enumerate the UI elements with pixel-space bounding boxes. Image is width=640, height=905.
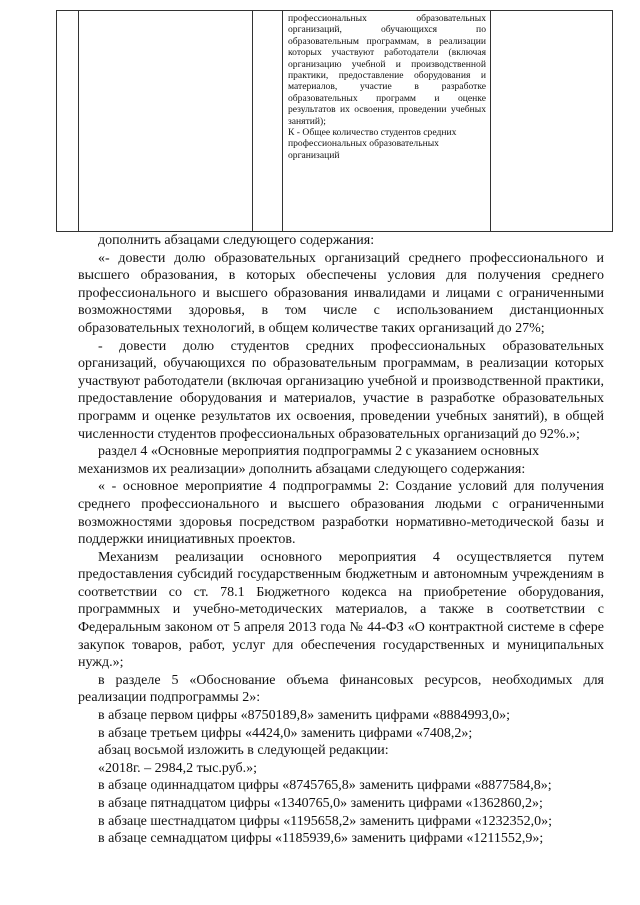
table-cell-number	[57, 11, 79, 232]
paragraph: в абзаце третьем цифры «4424,0» заменить цифрами «7408,2»;	[98, 725, 473, 741]
document-body	[78, 232, 604, 848]
paragraph: « - основное мероприятие 4 подпрограммы 2: Создание условий для получения среднего профессионального и высшего образования людьми с ограниченными возможностями здоровья посредством разработки нормативно-методической базы и поддержки инициативных проектов.	[78, 479, 604, 548]
indicator-table-fragment	[56, 10, 613, 232]
paragraph: в абзаце пятнадцатом цифры «1340765,0» заменить цифрами «1362860,2»;	[98, 796, 543, 811]
cell-paragraph: К - Общее количество студентов средних профессиональных образовательных организаций	[288, 127, 457, 161]
table-row	[57, 11, 613, 232]
paragraph: в абзаце одиннадцатом цифры «8745765,8» заменить цифрами «8877584,8»;	[98, 778, 552, 794]
table-cell-source	[491, 11, 613, 232]
paragraph: Механизм реализации основного мероприятия 4 осуществляется путем предоставления субсидий государственным бюджетным и автономным учреждениям в соответствии со ст. 78.1 Бюджетного кодекса на приобретение оборудования, программных и учебно-методических материалов, а также в соответствии с Федеральным законом от 5 апреля 2013 года № 44-ФЗ «О контрактной системе в сфере закупок товаров, работ, услуг для обеспечения государственных и муниципальных нужд.»;	[78, 549, 604, 671]
paragraph: «- довести долю образовательных организаций среднего профессионального и высшего образования, в которых обеспечены условия для получения среднего профессионального и высшего образования инвалидами и лицами с ограниченными возможностями здоровья, в том числе с использованием дистанционных образовательных технологий, в общем количестве таких организаций до 27%;	[78, 250, 604, 336]
cell-paragraph: профессиональных образовательных организаций, обучающихся по образовательным программам, в реализации которых участвуют работодатели (включая организацию учебной и производственной практики, предоставление оборудования и материалов, участие в разработке образовательных программ и оценке результатов их освоения, проведении учебных занятий);	[288, 13, 486, 127]
paragraph: абзац восьмой изложить в следующей редакции:	[98, 743, 389, 759]
table-cell-indicator	[79, 11, 253, 232]
table-cell-unit	[253, 11, 283, 232]
table-cell-method	[283, 11, 491, 232]
paragraph: - довести долю студентов средних профессиональных образовательных организаций, обучающихся по образовательным программам, в реализации которых участвуют работодатели (включая организацию учебной и производственной практики, предоставление оборудования и материалов, участие в разработке образовательных программ и оценке результатов их освоения, проведении учебных занятий), в общей численности студентов профессиональных образовательных организаций до 92%.»;	[78, 338, 604, 442]
paragraph: «2018г. – 2984,2 тыс.руб.»;	[98, 760, 258, 776]
paragraph: раздел 4 «Основные мероприятия подпрограммы 2 с указанием основных механизмов их реализации» дополнить абзацами следующего содержания:	[78, 444, 540, 477]
paragraph: в абзаце первом цифры «8750189,8» заменить цифрами «8884993,0»;	[98, 708, 510, 724]
paragraph: в разделе 5 «Обоснование объема финансовых ресурсов, необходимых для реализации подпрограммы 2»:	[78, 672, 604, 706]
paragraph: дополнить абзацами следующего содержания:	[98, 233, 375, 248]
paragraph: в абзаце семнадцатом цифры «1185939,6» заменить цифрами «1211552,9»;	[98, 831, 544, 847]
paragraph: в абзаце шестнадцатом цифры «1195658,2» заменить цифрами «1232352,0»;	[98, 813, 553, 829]
